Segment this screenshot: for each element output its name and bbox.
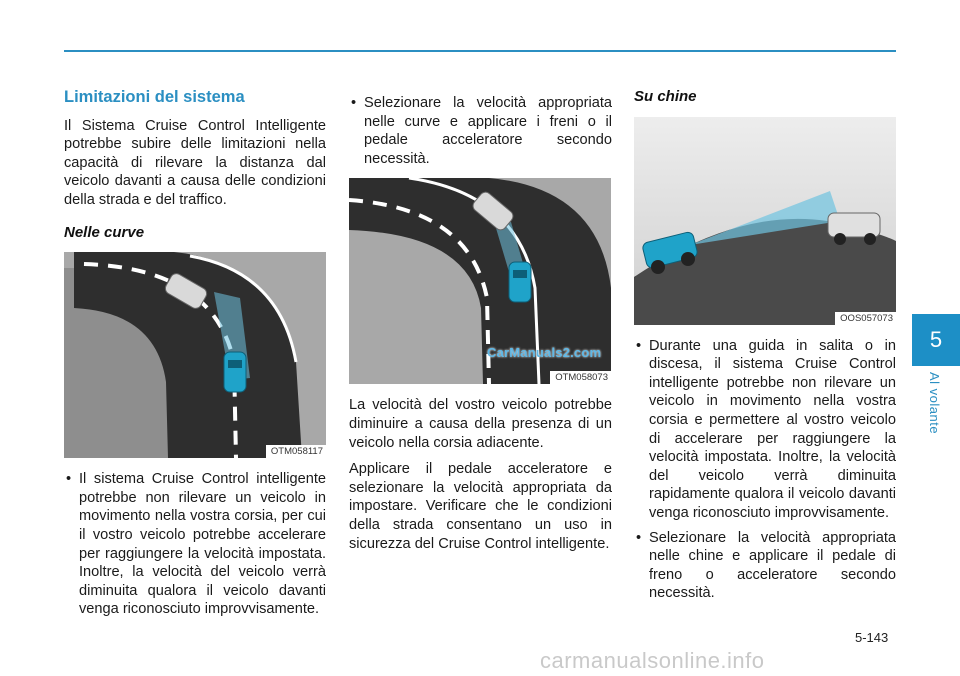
list-item: • Il sistema Cruise Control intelligente potrebbe non rilevare un veicolo in movimento nella vostra corsia, per cui il vostro veicolo potrebbe accelerare per raggiungere la velocità impostata. Inoltre, la velocità del veicolo verrà diminuita qualora il veicolo davanti venga riconosciuto improvvisamente.: [64, 470, 326, 619]
page-number: 5-143: [855, 630, 889, 645]
figure-code: OTM058073: [550, 371, 611, 384]
curves-title: Nelle curve: [64, 223, 145, 241]
slopes-bullets: [634, 337, 896, 603]
column-1: [64, 88, 326, 627]
list-item: • Durante una guida in salita o in discesa, il sistema Cruise Control intelligente potrebbe non rilevare un veicolo in movimento nella vostra corsia e permettere al vostro veicolo di accelerare per raggiungere la velocità impostata. Inoltre, la velocità del veicolo verrà diminuita rapidamente qualora il veicolo davanti venga riconosciuto improvvisamente.: [634, 337, 896, 523]
footer-watermark: carmanualsonline.info: [540, 648, 765, 673]
header-rule: [64, 50, 896, 52]
chapter-title: Al volante: [927, 372, 942, 435]
column2-bullets: [349, 94, 612, 168]
figure-code: OOS057073: [835, 312, 896, 325]
column-3: [634, 88, 896, 611]
curves-bullets: [64, 470, 326, 619]
intro-paragraph: Il Sistema Cruise Control Intelligente potrebbe subire delle limitazioni nella capacità di rilevare la distanza dal veicolo davanti a causa delle condizioni della strada e del traffico.: [64, 117, 326, 208]
accelerator-paragraph: Applicare il pedale acceleratore e selezionare la velocità appropriata da impostare. Verificare che le condizioni della strada consentano un uso in sicurezza del Cruise Control intelligente.: [349, 461, 612, 552]
adjacent-lane-paragraph: La velocità del vostro veicolo potrebbe diminuire a causa della presenza di un veicolo nella corsia adiacente.: [349, 397, 612, 451]
chapter-tab: 5: [912, 314, 960, 366]
list-item: • Selezionare la velocità appropriata nelle curve e applicare i freni o il pedale acceleratore secondo necessità.: [349, 94, 612, 168]
curve-figure: [64, 252, 326, 458]
own-car-icon: [509, 262, 531, 302]
section-title: Limitazioni del sistema: [64, 88, 245, 106]
own-car-icon: [224, 352, 246, 392]
adjacent-lane-figure: [349, 178, 611, 384]
site-watermark: CarManuals2.com: [487, 344, 602, 360]
curve-road-illustration: [64, 252, 326, 458]
slope-illustration: [634, 117, 896, 325]
list-item: • Selezionare la velocità appropriata nelle chine e applicare il pedale di freno o acceleratore secondo necessità.: [634, 529, 896, 603]
figure-code: OTM058117: [266, 445, 326, 458]
column-2: [349, 94, 612, 561]
slopes-title: Su chine: [634, 88, 697, 105]
slope-figure: [634, 117, 896, 325]
